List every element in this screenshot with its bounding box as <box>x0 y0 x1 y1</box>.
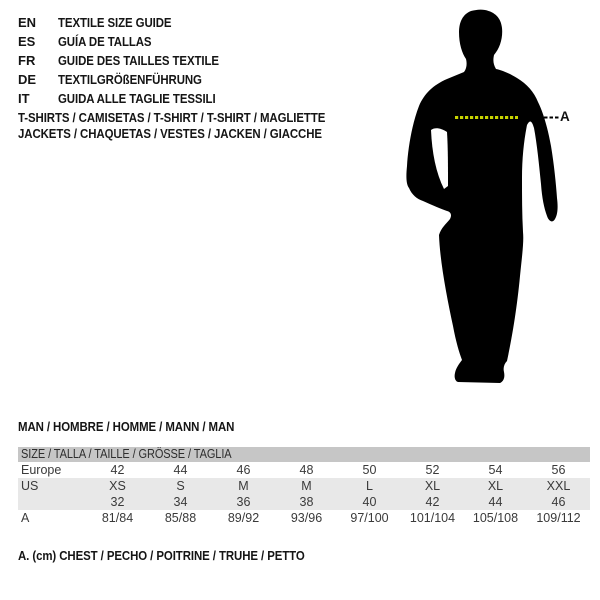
language-row <box>18 70 241 89</box>
size-value: 42 <box>425 495 440 509</box>
size-value: M <box>301 479 312 493</box>
language-title: TEXTILE SIZE GUIDE <box>58 15 172 30</box>
size-value: 105/108 <box>472 511 519 525</box>
size-value: 48 <box>299 463 314 477</box>
row-label: A <box>21 511 30 525</box>
size-value: XL <box>487 479 504 493</box>
section-title-text: MAN / HOMBRE / HOMME / MANN / MAN <box>18 419 235 434</box>
language-code: EN <box>18 15 37 30</box>
measurement-label-a: A <box>560 109 570 124</box>
size-table-header <box>18 447 590 462</box>
language-code: DE <box>18 72 37 87</box>
size-value: 97/100 <box>350 511 389 525</box>
measurement-footnote-text: A. (cm) CHEST / PECHO / POITRINE / TRUHE / PETTO <box>18 548 305 563</box>
size-value: L <box>366 479 373 493</box>
size-table-row <box>18 510 590 526</box>
category-titles <box>18 110 367 141</box>
language-list <box>18 13 241 108</box>
size-value: 42 <box>110 463 125 477</box>
silhouette-body <box>406 10 557 383</box>
size-value: 36 <box>236 495 251 509</box>
size-value: XS <box>109 479 126 493</box>
size-value: XL <box>424 479 441 493</box>
language-title: GUÍA DE TALLAS <box>58 34 152 49</box>
size-value: 44 <box>173 463 188 477</box>
language-row <box>18 89 241 108</box>
language-row <box>18 13 241 32</box>
size-table-row <box>18 462 590 478</box>
male-silhouette <box>405 8 571 388</box>
language-code: IT <box>18 91 30 106</box>
size-value: 89/92 <box>227 511 260 525</box>
size-value: S <box>176 479 185 493</box>
language-title: TEXTILGRÖßENFÜHRUNG <box>58 72 202 87</box>
language-row <box>18 32 241 51</box>
row-label: US <box>21 479 39 493</box>
category-line <box>18 126 367 142</box>
size-value: 50 <box>362 463 377 477</box>
size-value: 46 <box>236 463 251 477</box>
size-value: 46 <box>551 495 566 509</box>
size-value: 56 <box>551 463 566 477</box>
language-code: ES <box>18 34 36 49</box>
size-table <box>18 447 590 526</box>
size-table-row <box>18 478 590 494</box>
row-label <box>18 494 86 510</box>
male-silhouette-figure <box>405 8 571 388</box>
language-row <box>18 51 241 70</box>
size-value: 38 <box>299 495 314 509</box>
row-label: Europe <box>21 463 62 477</box>
size-value: 109/112 <box>536 511 581 525</box>
size-table-row <box>18 494 590 510</box>
size-value: 93/96 <box>290 511 323 525</box>
category-line <box>18 110 367 126</box>
size-table-header-text: SIZE / TALLA / TAILLE / GRÖSSE / TAGLIA <box>21 447 232 461</box>
size-value: 54 <box>488 463 503 477</box>
size-table-body <box>18 462 590 526</box>
language-title: GUIDA ALLE TAGLIE TESSILI <box>58 91 216 106</box>
section-title <box>18 419 264 434</box>
size-value: 32 <box>110 495 125 509</box>
measurement-footnote <box>18 548 344 563</box>
category-line-text: T-SHIRTS / CAMISETAS / T-SHIRT / T-SHIRT / MAGLIETTE <box>18 110 326 125</box>
size-value: XXL <box>546 479 571 493</box>
size-value: 44 <box>488 495 503 509</box>
size-value: 81/84 <box>101 511 134 525</box>
language-code: FR <box>18 53 36 68</box>
category-line-text: JACKETS / CHAQUETAS / VESTES / JACKEN / GIACCHE <box>18 125 322 141</box>
size-value: 85/88 <box>164 511 197 525</box>
size-value: 40 <box>362 495 377 509</box>
size-value: 34 <box>173 495 188 509</box>
size-value: 52 <box>425 463 440 477</box>
size-value: M <box>238 479 249 493</box>
language-title: GUIDE DES TAILLES TEXTILE <box>58 53 219 68</box>
size-value: 101/104 <box>409 511 456 525</box>
